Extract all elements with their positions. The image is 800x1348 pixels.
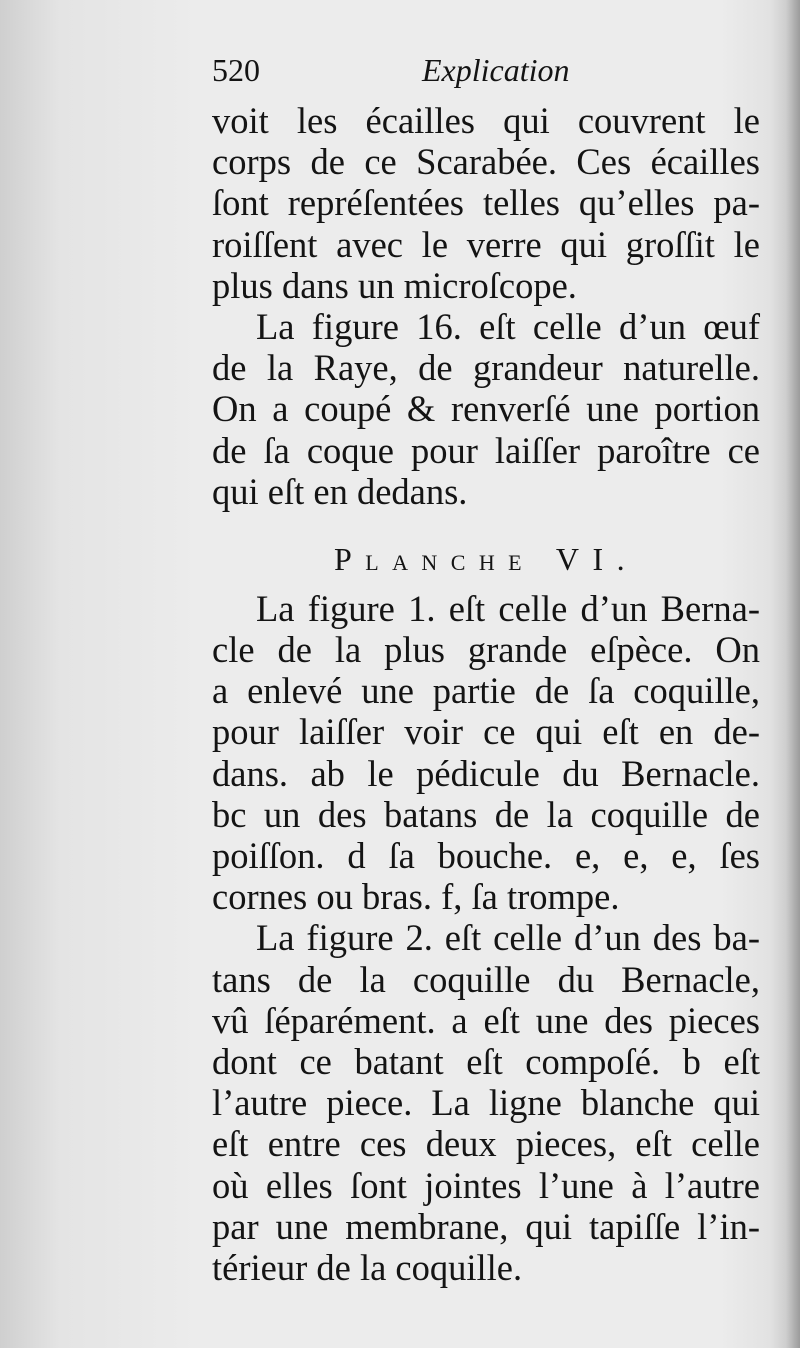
text-line: térieur de la coquille.: [212, 1246, 523, 1288]
text-line: cornes ou bras. f, ſa trompe.: [212, 876, 620, 918]
text-line: roiſſent avec le verre qui groſſit le: [212, 223, 760, 265]
text-line: pour laiſſer voir ce qui eſt en de-: [212, 711, 760, 753]
text-line: où elles ſont jointes l’une à l’autre: [212, 1164, 760, 1206]
text-line: corps de ce Scarabée. Ces écailles: [212, 141, 760, 183]
text-line: voit les écailles qui couvrent le: [212, 100, 760, 141]
paragraph-scarabee: [212, 100, 760, 306]
text-line: tans de la coquille du Bernacle,: [212, 958, 760, 1000]
page-edge-shadow: [786, 0, 800, 1348]
text-line: poiſſon. d ſa bouche. e, e, e, ſes: [212, 835, 760, 876]
section-heading: Planche VI.: [333, 540, 639, 577]
text-line: a enlevé une partie de ſa coquille,: [212, 670, 760, 712]
text-line: par une membrane, qui tapiſſe l’in-: [212, 1205, 760, 1247]
text-line: plus dans un microſcope.: [212, 264, 577, 306]
text-line: dont ce batant eſt compoſé. b eſt: [212, 1040, 760, 1082]
text-line: La figure 1. eſt celle d’un Berna-: [256, 587, 760, 629]
paragraph-figure-2: [212, 917, 760, 1288]
running-title: Explication: [422, 52, 570, 88]
text-line: qui eſt en dedans.: [212, 470, 468, 512]
text-line: La figure 2. eſt celle d’un des ba-: [256, 917, 760, 959]
paragraph-figure-1: [212, 588, 760, 918]
text-line: cle de la plus grande eſpèce. On: [212, 629, 760, 671]
text-line: vû ſéparément. a eſt une des pieces: [212, 999, 760, 1041]
text-block: [212, 40, 760, 1288]
text-line: l’autre piece. La ligne blanche qui: [212, 1082, 760, 1124]
text-line: La figure 16. eſt celle d’un œuf: [256, 305, 760, 347]
text-line: eſt entre ces deux pieces, eſt celle: [212, 1123, 760, 1165]
text-line: bc un des batans de la coquille de: [212, 793, 760, 835]
text-line: de ſa coque pour laiſſer paroître ce: [212, 429, 760, 471]
text-line: ſont repréſentées telles qu’elles pa-: [212, 182, 760, 224]
running-head: [212, 40, 760, 100]
text-line: On a coupé & renverſé une portion: [212, 388, 760, 430]
page-number: 520: [212, 52, 260, 88]
paragraph-figure-16: [212, 306, 760, 512]
text-line: dans. ab le pédicule du Bernacle.: [212, 752, 760, 794]
text-line: de la Raye, de grandeur naturelle.: [212, 347, 760, 389]
